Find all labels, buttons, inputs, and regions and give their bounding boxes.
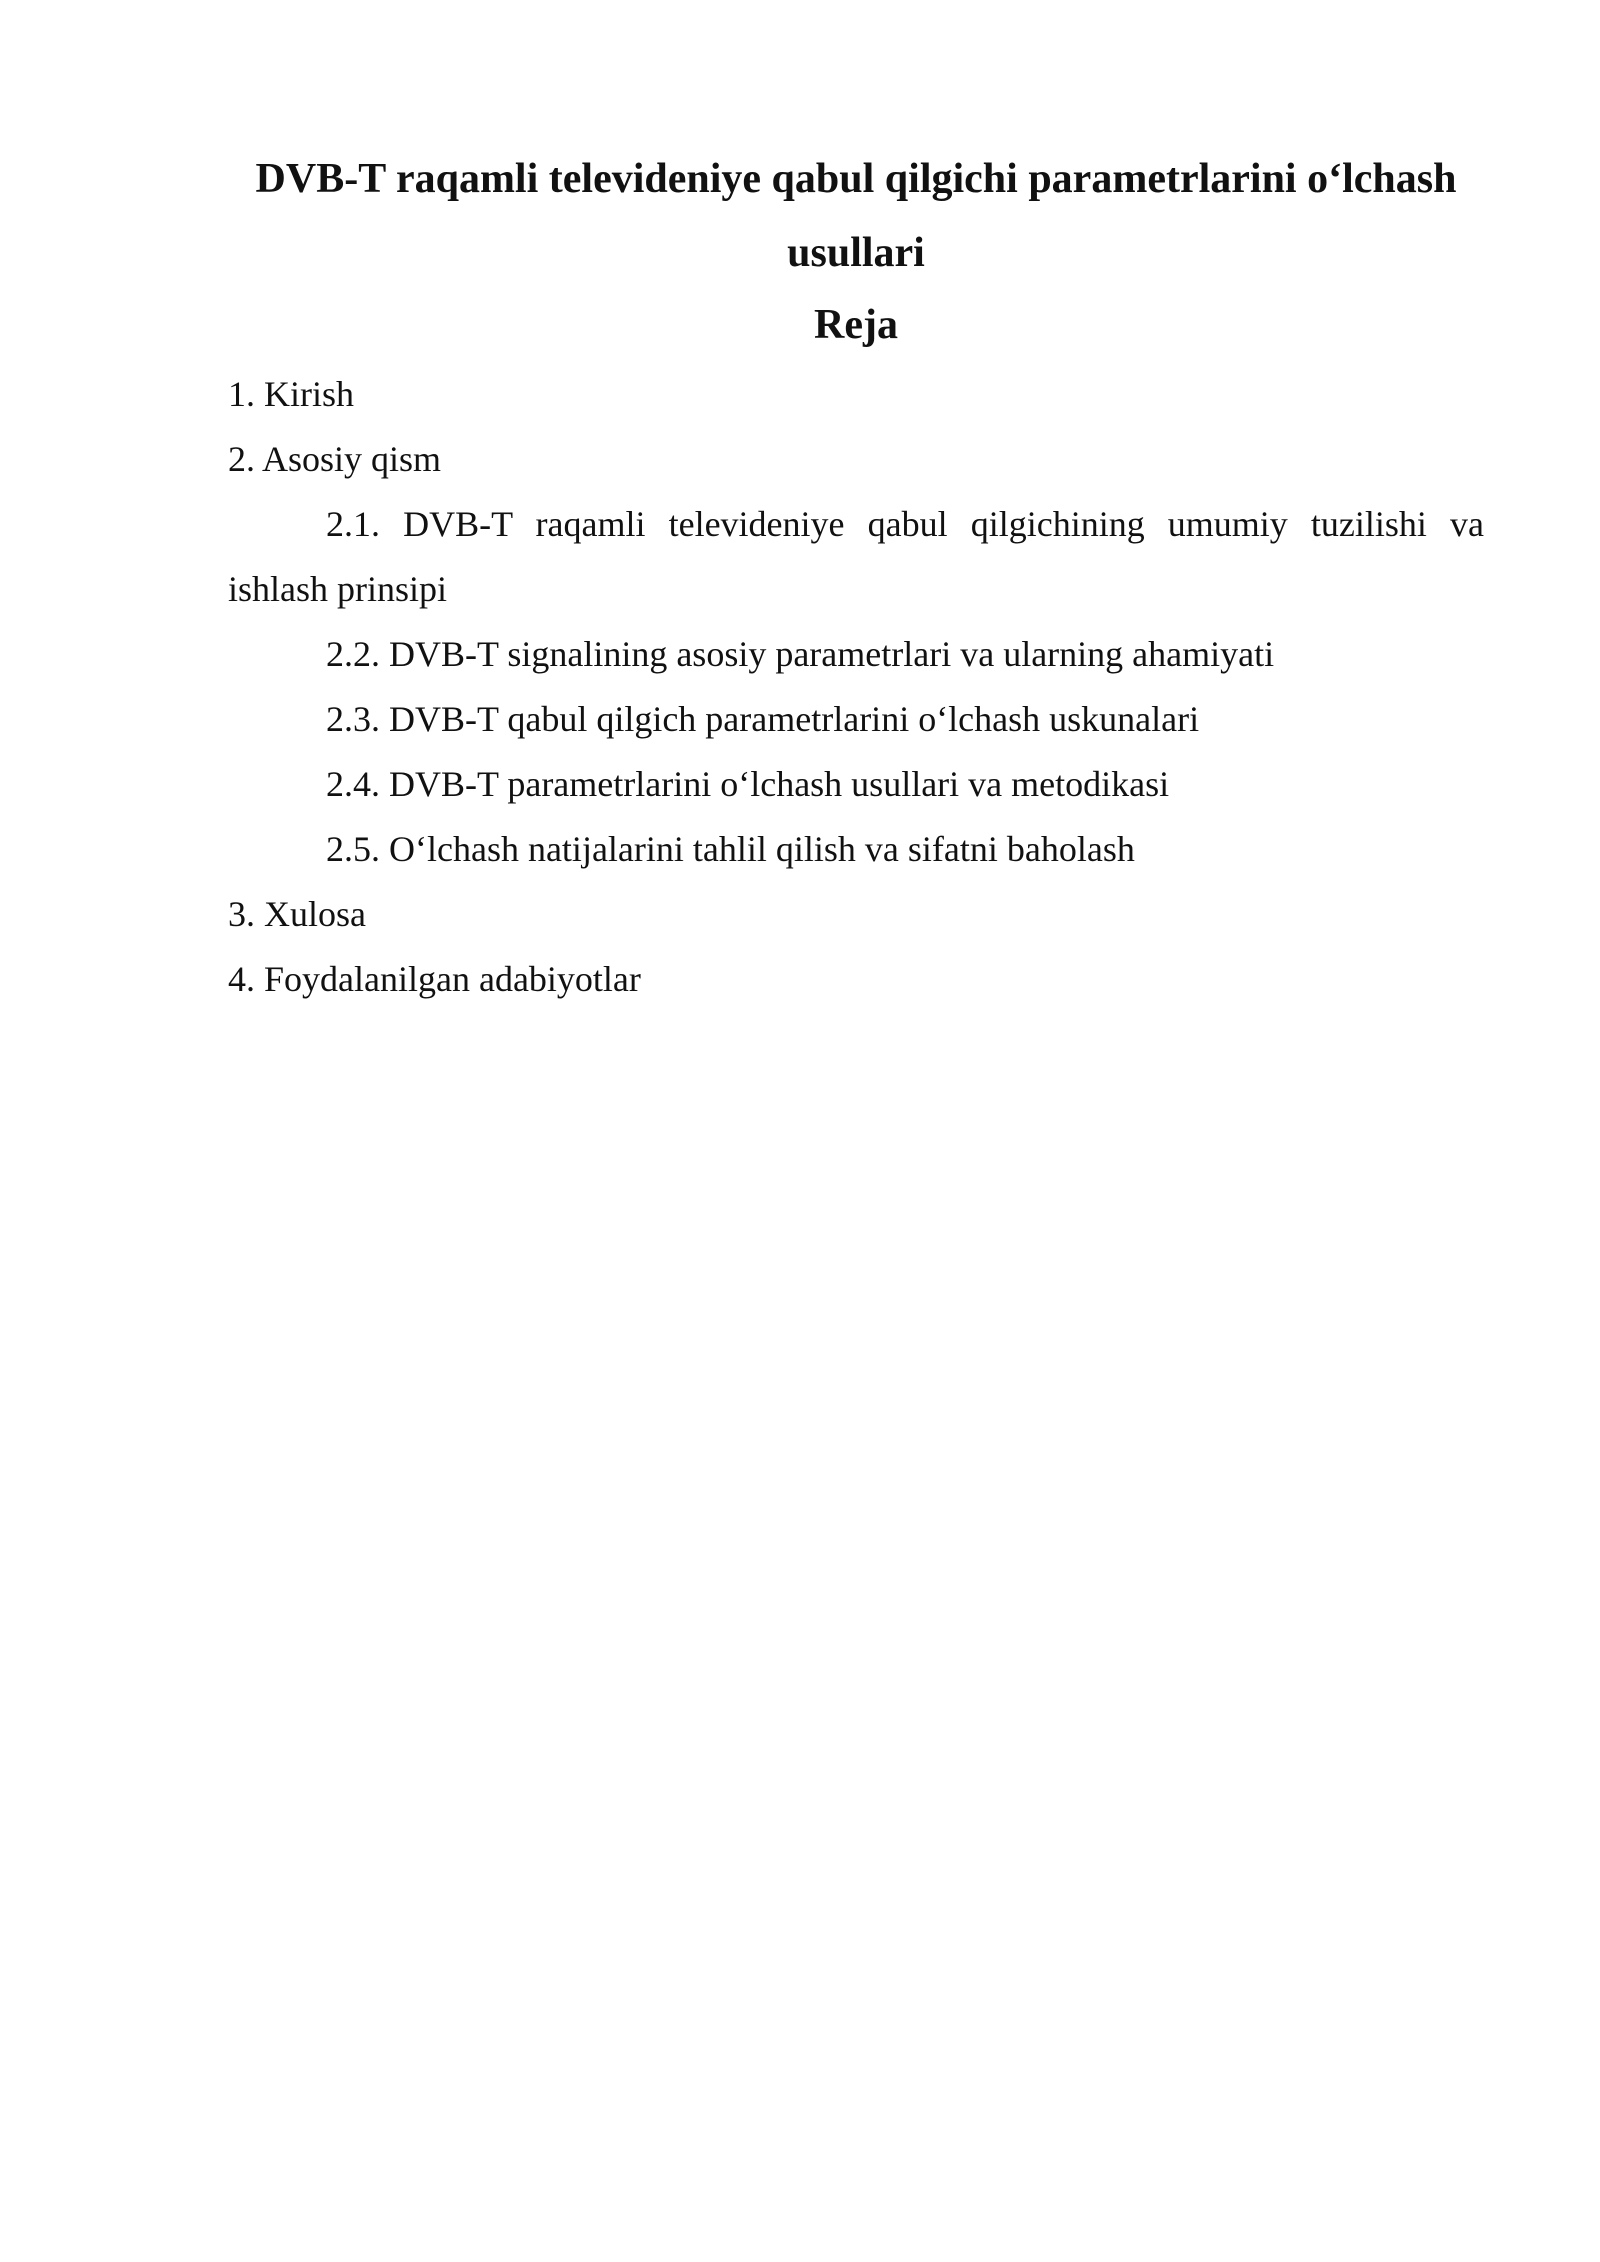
plan-item-2-1 bbox=[228, 492, 1484, 622]
plan-item-2-4: 2.4. DVB-T parametrlarini o‘lchash usullari va metodikasi bbox=[326, 764, 1170, 804]
document-title-line-1: DVB-T raqamli televideniye qabul qilgichi parametrlarini o‘lchash bbox=[255, 156, 1457, 202]
plan-list bbox=[228, 362, 1484, 1012]
plan-item-2-2: 2.2. DVB-T signalining asosiy parametrlari va ularning ahamiyati bbox=[326, 634, 1275, 674]
document-title-line-2: usullari bbox=[787, 230, 925, 276]
document-content bbox=[228, 142, 1484, 1012]
plan-item-main-part: 2. Asosiy qism bbox=[228, 439, 442, 479]
plan-item-references: 4. Foydalanilgan adabiyotlar bbox=[228, 959, 641, 999]
plan-item-2-3: 2.3. DVB-T qabul qilgich parametrlarini o‘lchash uskunalari bbox=[326, 699, 1200, 739]
plan-item-2-1-line-2: ishlash prinsipi bbox=[228, 569, 448, 609]
document-title bbox=[228, 142, 1484, 290]
plan-item-2-5: 2.5. O‘lchash natijalarini tahlil qilish va sifatni baholash bbox=[326, 829, 1135, 869]
plan-heading: Reja bbox=[814, 302, 898, 348]
plan-item-conclusion: 3. Xulosa bbox=[228, 894, 366, 934]
plan-item-2-1-line-1: 2.1. DVB-T raqamli televideniye qabul qilgichining umumiy tuzilishi va bbox=[326, 504, 1484, 544]
plan-item-introduction: 1. Kirish bbox=[228, 374, 354, 414]
